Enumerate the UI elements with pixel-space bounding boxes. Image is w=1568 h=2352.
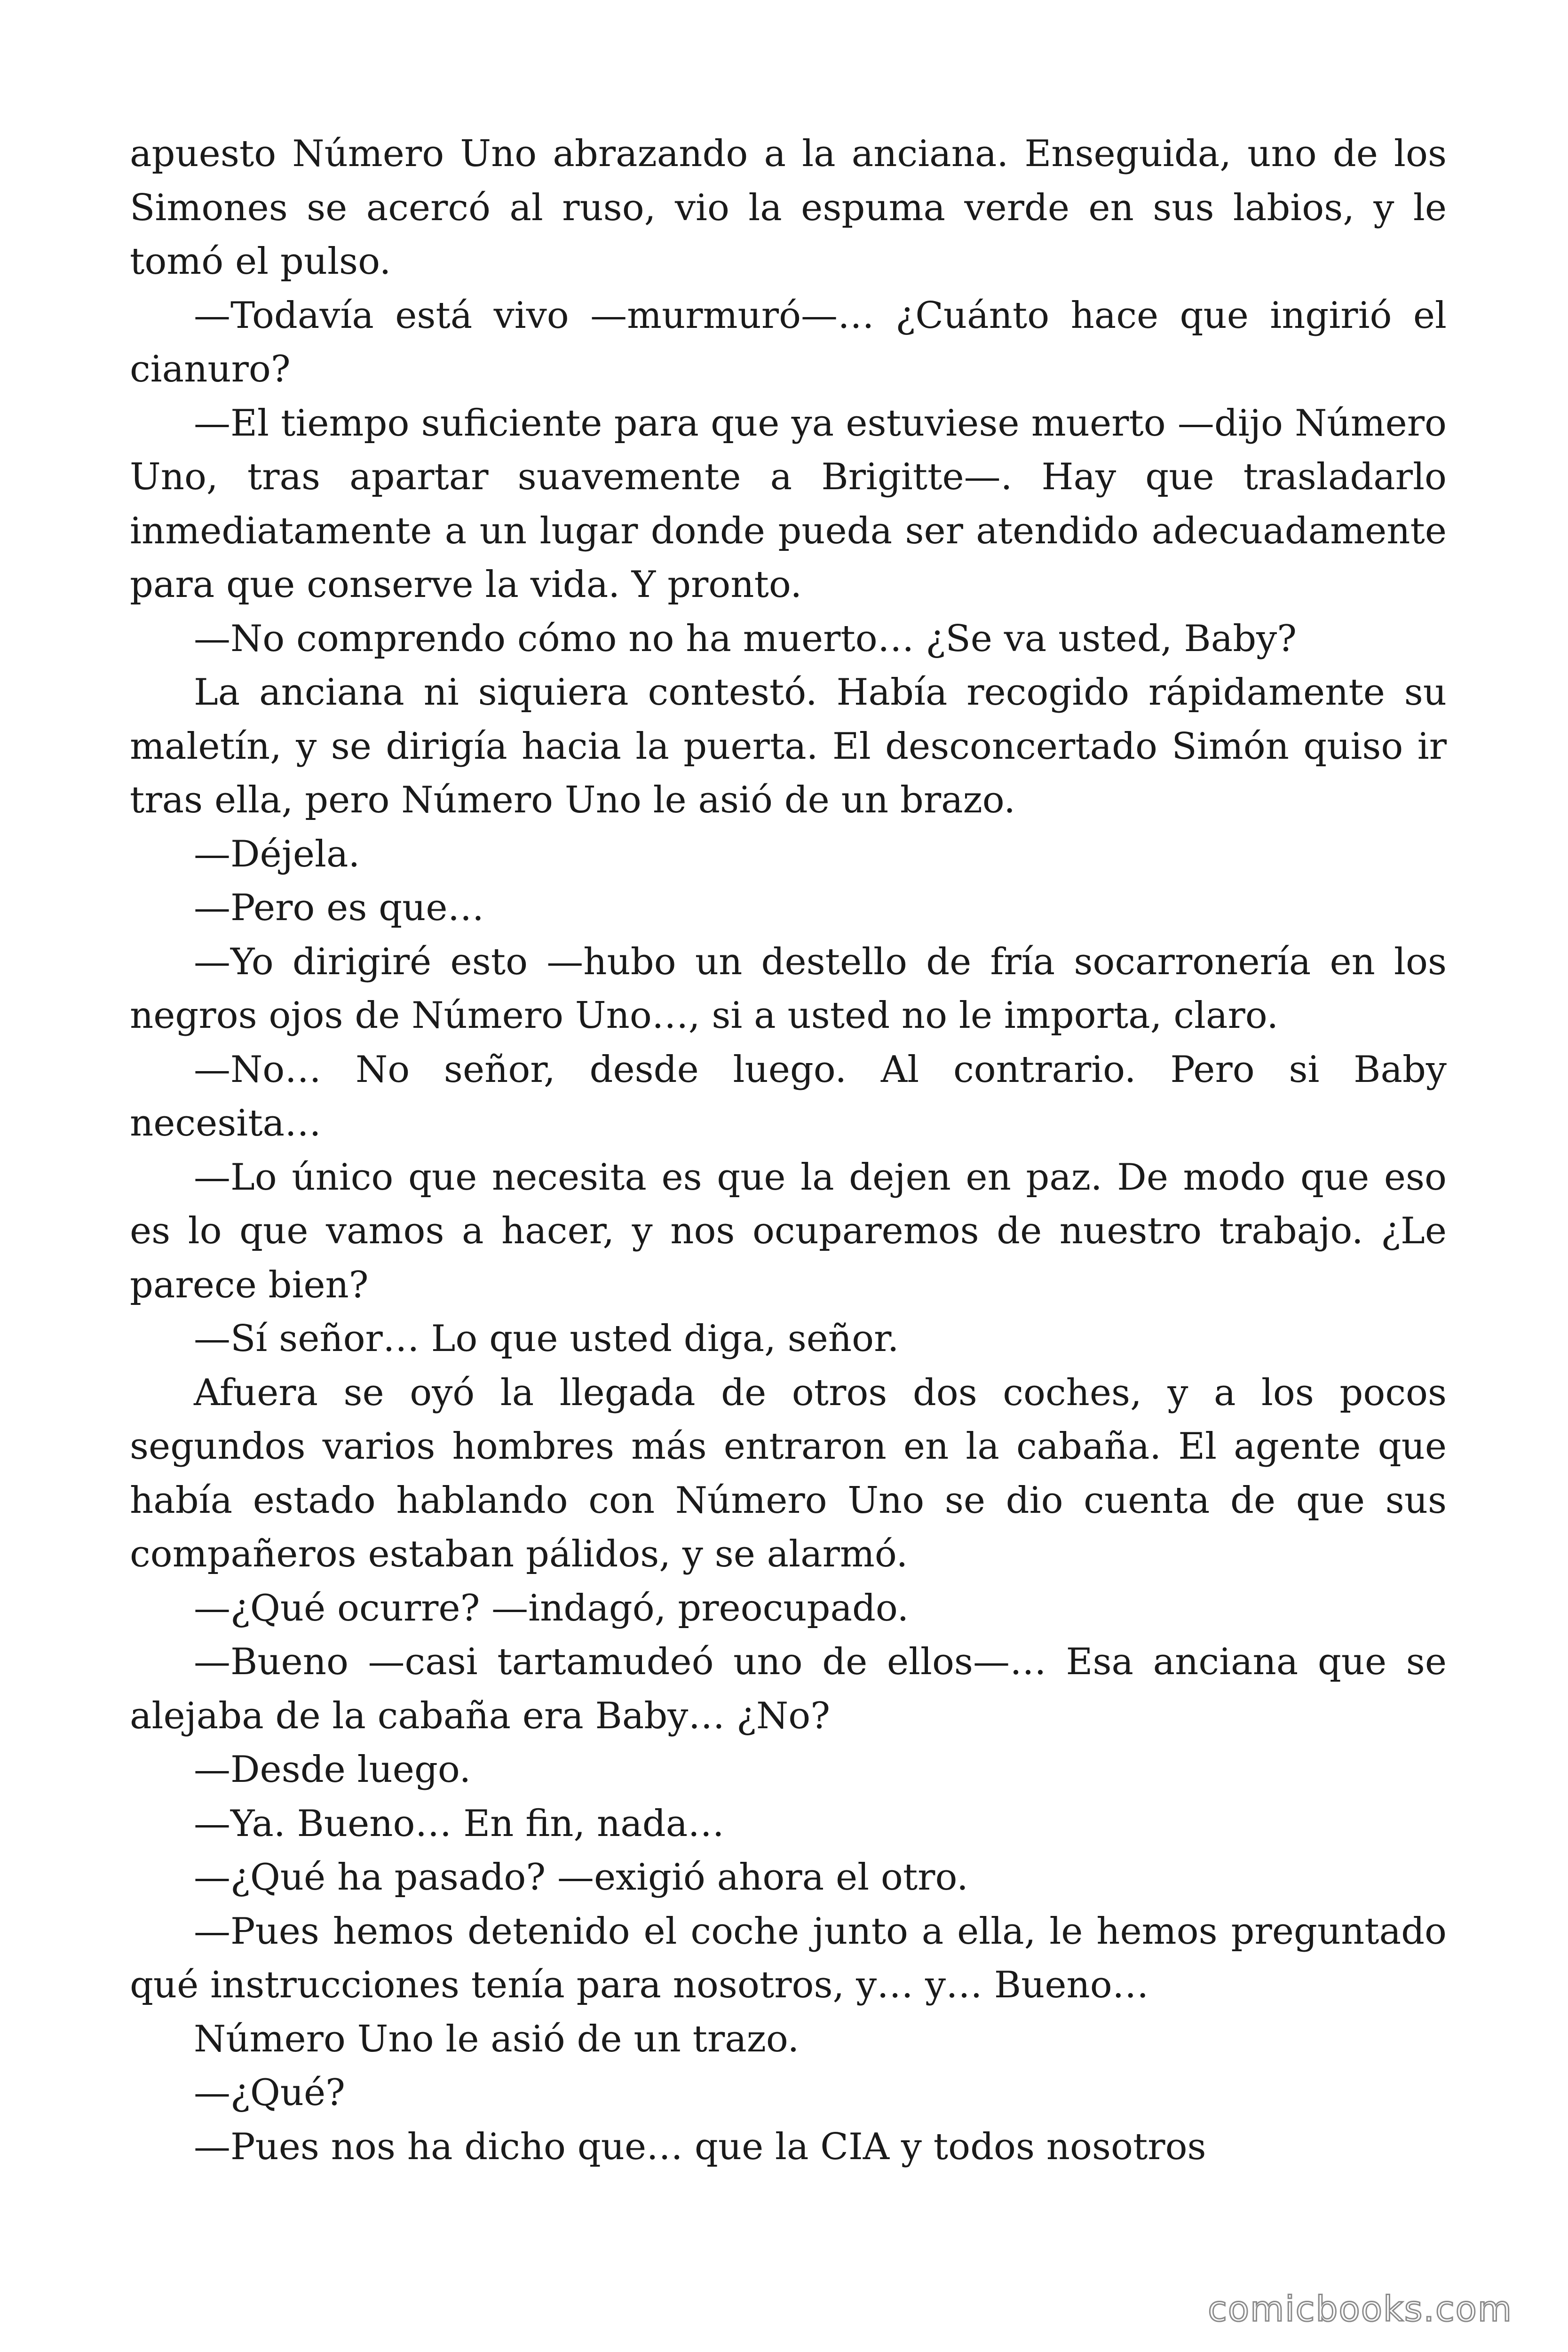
paragraph: —Ya. Bueno… En fin, nada… <box>194 1802 725 1845</box>
paragraph: —Pues hemos detenido el coche junto a ella, le hemos preguntado qué instrucciones tenía para nosotros, y… y… Bueno… <box>130 1910 1447 2006</box>
paragraph: —Sí señor… Lo que usted diga, señor. <box>194 1318 899 1360</box>
paragraph: —Yo dirigiré esto —hubo un destello de fría socarronería en los negros ojos de Número Uno…, si a usted no le importa, claro. <box>130 940 1447 1037</box>
paragraph: Número Uno le asió de un trazo. <box>194 2018 800 2060</box>
paragraph: —Pero es que… <box>194 887 484 929</box>
paragraph: —No comprendo cómo no ha muerto… ¿Se va usted, Baby? <box>194 617 1297 660</box>
paragraph: apuesto Número Uno abrazando a la anciana. Enseguida, uno de los Simones se acercó al ruso, vio la espuma verde en sus labios, y le tomó el pulso. <box>130 133 1447 283</box>
body-text <box>130 127 1447 2174</box>
paragraph: —Lo único que necesita es que la dejen en paz. De modo que eso es lo que vamos a hacer, y nos ocuparemos de nuestro trabajo. ¿Le parece bien? <box>130 1156 1447 1306</box>
paragraph: —¿Qué ha pasado? —exigió ahora el otro. <box>194 1856 968 1899</box>
paragraph: —¿Qué ocurre? —indagó, preocupado. <box>194 1587 909 1629</box>
paragraph: —¿Qué? <box>194 2072 345 2114</box>
paragraph: La anciana ni siquiera contestó. Había recogido rápidamente su maletín, y se dirigía hacia la puerta. El desconcertado Simón quiso ir tras ella, pero Número Uno le asió de un brazo. <box>130 671 1447 821</box>
paragraph: —Desde luego. <box>194 1748 471 1791</box>
paragraph: —Bueno —casi tartamudeó uno de ellos—… Esa anciana que se alejaba de la cabaña era Baby… ¿No? <box>130 1641 1447 1737</box>
paragraph: —Todavía está vivo —murmuró—… ¿Cuánto hace que ingirió el cianuro? <box>130 294 1447 390</box>
paragraph: —Déjela. <box>194 833 360 875</box>
paragraph: —No… No señor, desde luego. Al contrario. Pero si Baby necesita… <box>130 1048 1447 1144</box>
watermark: comicbooks.com <box>1208 2289 1513 2329</box>
paragraph: Afuera se oyó la llegada de otros dos coches, y a los pocos segundos varios hombres más entraron en la cabaña. El agente que había estado hablando con Número Uno se dio cuenta de que sus compañeros estaban pálidos, y se alarmó. <box>130 1371 1447 1575</box>
paragraph: —Pues nos ha dicho que… que la CIA y todos nosotros <box>194 2125 1206 2168</box>
paragraph: —El tiempo suficiente para que ya estuviese muerto —dijo Número Uno, tras apartar suavemente a Brigitte—. Hay que trasladarlo inmediatamente a un lugar donde pueda ser atendido adecuadamente para que conserve la vida. Y pronto. <box>130 402 1447 606</box>
